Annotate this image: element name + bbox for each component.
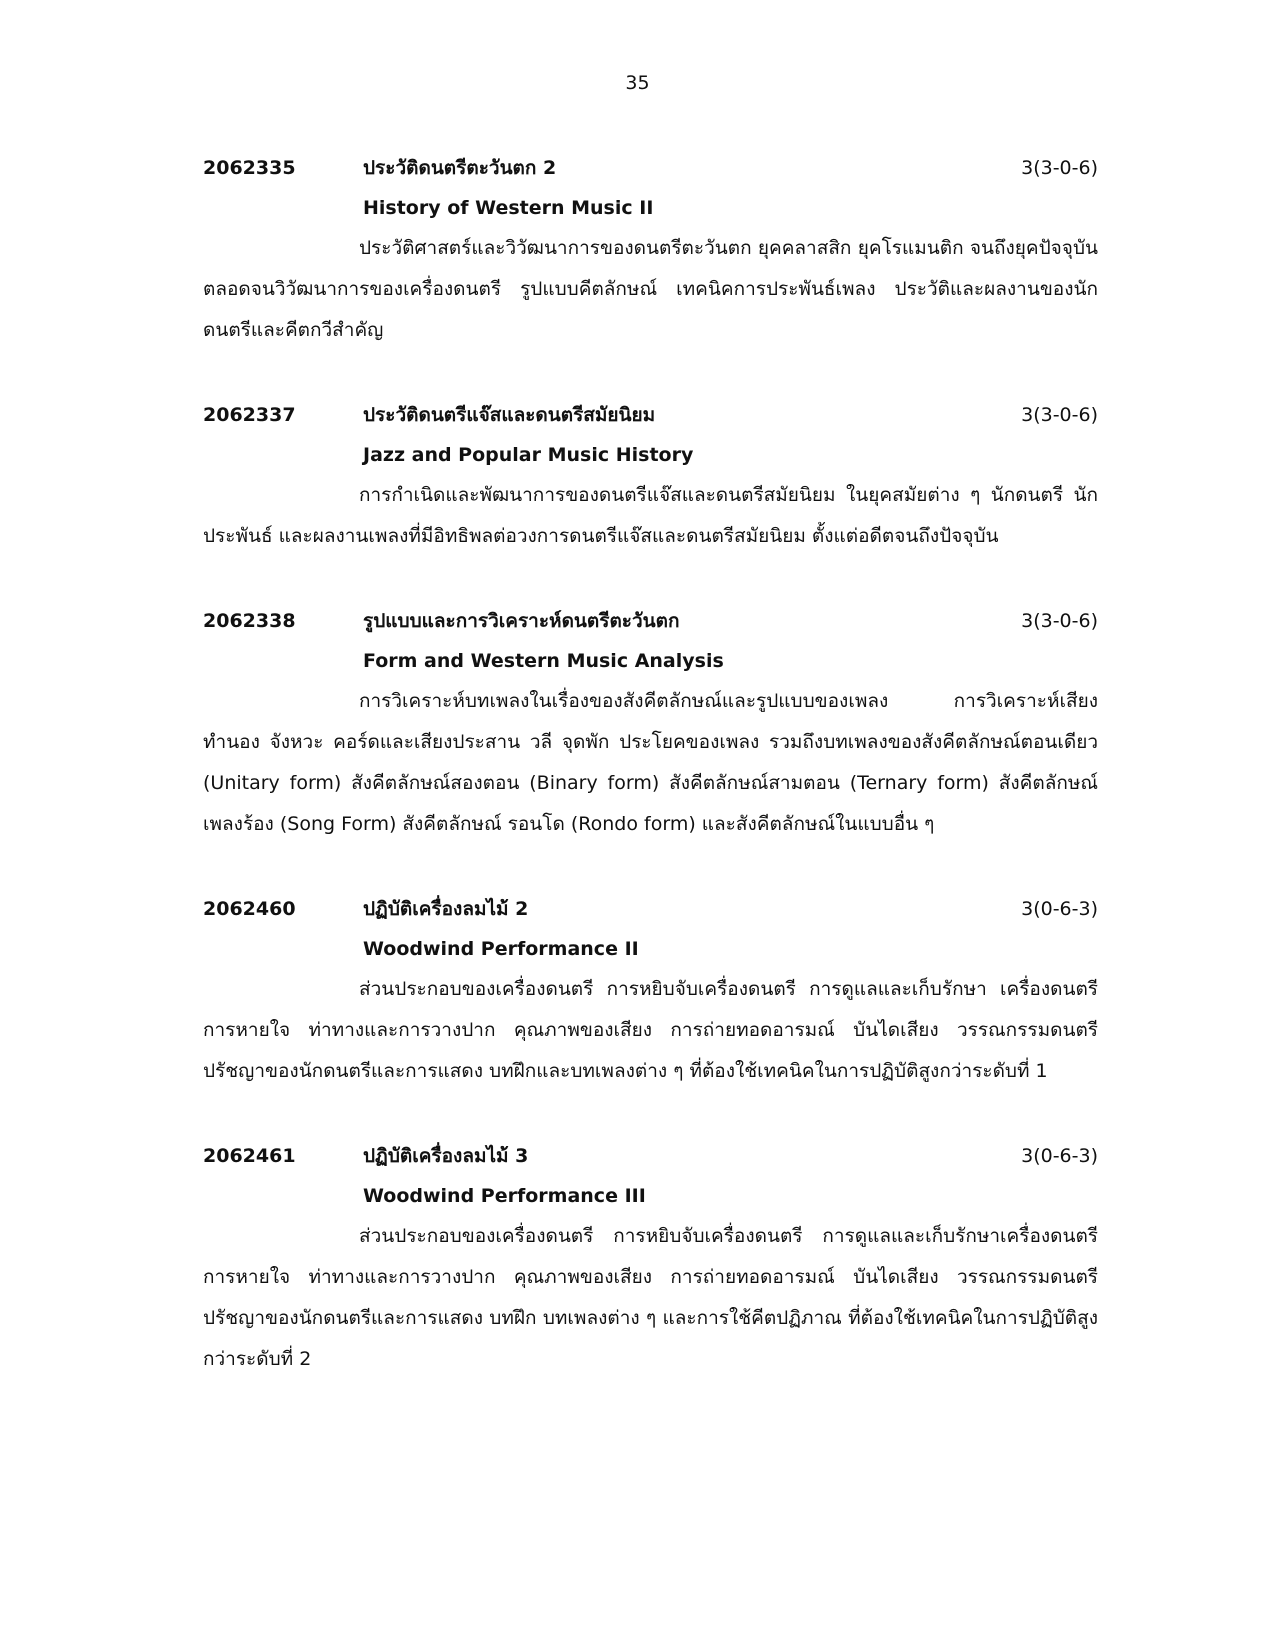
course-description: ส่วนประกอบของเครื่องดนตรี การหยิบจับเครื่องดนตรี การดูแลและเก็บรักษา เครื่องดนตรี การหายใจ ท่าทางและการวางปาก คุณภาพของเสียง การถ่ายทอดอารมณ์ บันไดเสียง วรรณกรรมดนตรี ปรัชญาของนักดนตรีและการแสดง บทฝึกและบทเพลงต่าง ๆ ที่ต้องใช้เทคนิคในการปฏิบัติสูงกว่าระดับที่ 1 — [203, 978, 1098, 1082]
course-entry — [203, 148, 1098, 351]
course-code: 2062460 — [203, 898, 296, 920]
course-title-english: Woodwind Performance II — [363, 938, 639, 960]
course-title-english: Jazz and Popular Music History — [363, 444, 694, 466]
course-credits: 3(0-6-3) — [1021, 1145, 1098, 1167]
course-code: 2062337 — [203, 404, 296, 426]
course-title-english: Form and Western Music Analysis — [363, 650, 724, 672]
course-title-english: Woodwind Performance III — [363, 1185, 646, 1207]
course-header — [203, 148, 1098, 188]
course-description: ส่วนประกอบของเครื่องดนตรี การหยิบจับเครื่องดนตรี การดูแลและเก็บรักษาเครื่องดนตรี การหายใจ ท่าทางและการวางปาก คุณภาพของเสียง การถ่ายทอดอารมณ์ บันไดเสียง วรรณกรรมดนตรี ปรัชญาของนักดนตรีและการแสดง บทฝึก บทเพลงต่าง ๆ และการใช้คีตปฏิภาณ ที่ต้องใช้เทคนิคในการปฏิบัติสูงกว่าระดับที่ 2 — [203, 1225, 1098, 1370]
course-credits: 3(3-0-6) — [1021, 157, 1098, 179]
course-credits: 3(3-0-6) — [1021, 610, 1098, 632]
course-entry — [203, 601, 1098, 845]
page-number: 35 — [625, 72, 650, 94]
course-title-english: History of Western Music II — [363, 197, 654, 219]
course-description: การวิเคราะห์บทเพลงในเรื่องของสังคีตลักษณ์และรูปแบบของเพลง การวิเคราะห์เสียง ทำนอง จังหวะ คอร์ดและเสียงประสาน วลี จุดพัก ประโยคของเพลง รวมถึงบทเพลงของสังคีตลักษณ์ตอนเดียว (Unitary form) สังคีตลักษณ์สองตอน (Binary form) สังคีตลักษณ์สามตอน (Ternary form) สังคีตลักษณ์เพลงร้อง (Song Form) สังคีตลักษณ์ รอนโด (Rondo form) และสังคีตลักษณ์ในแบบอื่น ๆ — [203, 690, 1098, 835]
course-list — [203, 148, 1098, 1424]
course-credits: 3(0-6-3) — [1021, 898, 1098, 920]
course-title-thai: รูปแบบและการวิเคราะห์ดนตรีตะวันตก — [363, 610, 680, 632]
course-title-thai: ประวัติดนตรีแจ๊สและดนตรีสมัยนิยม — [363, 404, 656, 426]
course-header — [203, 889, 1098, 929]
course-description: การกำเนิดและพัฒนาการของดนตรีแจ๊สและดนตรีสมัยนิยม ในยุคสมัยต่าง ๆ นักดนตรี นักประพันธ์ และผลงานเพลงที่มีอิทธิพลต่อวงการดนตรีแจ๊สและดนตรีสมัยนิยม ตั้งแต่อดีตจนถึงปัจจุบัน — [203, 484, 1098, 547]
course-title-thai: ปฏิบัติเครื่องลมไม้ 3 — [363, 1145, 529, 1167]
course-entry — [203, 395, 1098, 557]
course-code: 2062335 — [203, 157, 296, 179]
course-code: 2062461 — [203, 1145, 296, 1167]
course-header — [203, 1136, 1098, 1176]
course-entry — [203, 889, 1098, 1092]
course-description: ประวัติศาสตร์และวิวัฒนาการของดนตรีตะวันตก ยุคคลาสสิก ยุคโรแมนติก จนถึงยุคปัจจุบัน ตลอดจนวิวัฒนาการของเครื่องดนตรี รูปแบบคีตลักษณ์ เทคนิคการประพันธ์เพลง ประวัติและผลงานของนักดนตรีและคีตกวีสำคัญ — [203, 237, 1098, 341]
course-credits: 3(3-0-6) — [1021, 404, 1098, 426]
course-header — [203, 601, 1098, 641]
course-code: 2062338 — [203, 610, 296, 632]
course-title-thai: ปฏิบัติเครื่องลมไม้ 2 — [363, 898, 529, 920]
course-title-thai: ประวัติดนตรีตะวันตก 2 — [363, 157, 557, 179]
course-header — [203, 395, 1098, 435]
course-entry — [203, 1136, 1098, 1380]
